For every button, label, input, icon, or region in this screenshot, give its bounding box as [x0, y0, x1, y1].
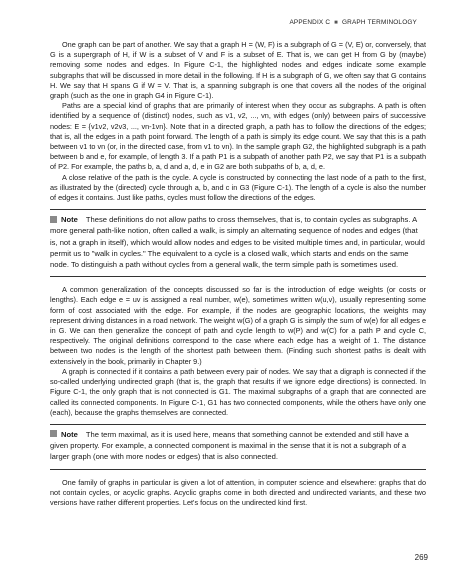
note-square-icon	[50, 430, 57, 437]
paragraph-subgraphs: One graph can be part of another. We say that a graph H = (W, F) is a subgraph of G = (V, E) or, conversely, that G is a supergraph of H, if W is a subset of V and F is a subset of E. That is, we can get H from G by (maybe) removing some nodes and edges. In Figure C-1, the highlighted nodes and edges indicate some example subgraphs that will be discussed in more detail in the following. If H is a subgraph of G, we often say that G contains H. We say that H spans G if W = V. That is, a spanning subgraph is one that covers all the nodes of the original graph (such as the one in graph G4 in Figure C-1).	[50, 40, 426, 101]
note-paragraph	[50, 429, 426, 463]
paragraph-paths: Paths are a special kind of graphs that are primarily of interest when they occur as subgraphs. A path is often identified by a sequence of (distinct) nodes, such as v1, v2, ..., vn, with edges (only) between pairs of successive nodes: E = {v1v2, v2v3, ..., vn-1vn}. Note that in a directed graph, a path has to follow the directions of the edges; that is, all the edges in a path point forward. The length of a path is simply its edge count. We say that this is a path between v1 to vn (or, in the directed case, from v1 to vn). In the sample graph G2, the highlighted subgraph is a path between b and e, for example, of length 3. If a path P1 is a subpath of another path P2, we say that P1 is a subpath of P2. For example, the paths b, a, d and a, d, e in G2 are both subpaths of b, a, d, e.	[50, 101, 426, 172]
running-header	[289, 19, 417, 26]
note-label: Note	[61, 215, 78, 225]
header-separator: ■	[334, 20, 338, 26]
paragraph-cycles: A close relative of the path is the cycle. A cycle is constructed by connecting the last node of a path to the first, as illustrated by the (directed) cycle through a, b, and c in G3 (Figure C-1). The length of a cycle is also the number of edges it contains. Just like paths, cycles must follow the directions of the edges.	[50, 172, 426, 203]
note-text: The term maximal, as it is used here, means that something cannot be extended and still have a given property. For example, a connected component is maximal in the sense that it is not a subgraph of a larger graph (one with more nodes or edges) that is also connected.	[50, 429, 409, 462]
note-paragraph	[50, 214, 426, 270]
note-box-walks	[50, 209, 426, 277]
page-body	[50, 40, 426, 508]
appendix-label: APPENDIX C	[289, 19, 331, 26]
paragraph-connectivity: A graph is connected if it contains a path between every pair of nodes. We say that a digraph is connected if the so-called underlying undirected graph (that is, the graph that results if we ignore edge directions) is connected. In Figure C-1, the only graph that is not connected is G1. The maximal subgraphs of a graph that are connected are called its connected components. In Figure C-1, G1 has two connected components, while the others have only one (each), because the graphs themselves are connected.	[50, 366, 426, 417]
chapter-title: GRAPH TERMINOLOGY	[341, 19, 417, 26]
note-square-icon	[50, 216, 57, 223]
paragraph-acyclic: One family of graphs in particular is given a lot of attention, in computer science and elsewhere: graphs that do not contain cycles, or acyclic graphs. Acyclic graphs come in both directed and undirected variants, and these two versions have rather different properties. Let's focus on the undirected kind first.	[50, 477, 426, 507]
page-number: 269	[414, 553, 428, 562]
note-box-maximal	[50, 424, 426, 470]
paragraph-edge-weights: A common generalization of the concepts discussed so far is the introduction of edge weights (or costs or lengths). Each edge e = uv is assigned a real number, w(e), sometimes written w(u,v), usually representing some form of cost associated with the edge. For example, if the nodes are geographic locations, the weights may represent driving distances in a road network. The weight w(G) of a graph G is simply the sum of w(e) for all edges e in G. We can then generalize the concept of path and cycle length to w(P) and w(C) for a path P and cycle C, respectively. The original definitions correspond to the case where each edge has a weight of 1. The distance between two nodes is the length of the shortest path between them. (Finding such shortest paths is dealt with extensively in the book, primarily in Chapter 9.)	[50, 285, 426, 366]
note-label: Note	[61, 429, 78, 439]
note-text: These definitions do not allow paths to cross themselves, that is, to contain cycles as subgraphs. A more general path-like notion, often called a walk, is simply an alternating sequence of nodes and edges (that is, not a graph in itself), which would allow nodes and edges to be visited multiple times and, in particular, would permit us to "walk in cycles." The equivalent to a cycle is a closed walk, which starts and ends on the same node. To distinguish a path without cycles from a general walk, the term simple path is sometimes used.	[50, 215, 425, 270]
